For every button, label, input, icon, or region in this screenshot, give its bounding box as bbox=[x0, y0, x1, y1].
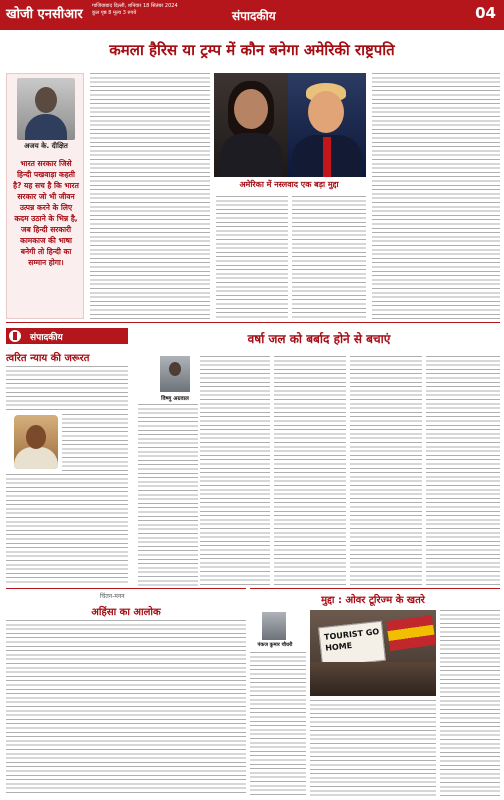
tourism-text-col-2 bbox=[310, 700, 436, 796]
editorial-text-top bbox=[6, 366, 128, 412]
editorial-divider bbox=[6, 588, 246, 589]
main-story-subhead: अमेरिका में नस्लवाद एक बड़ा मुद्दा bbox=[239, 180, 339, 189]
page-number: 04 bbox=[475, 4, 496, 22]
masthead-meta bbox=[92, 3, 252, 17]
varsha-text-col-4 bbox=[426, 356, 500, 586]
columnist-photo bbox=[17, 78, 75, 140]
main-story-col-3 bbox=[292, 196, 366, 318]
overtourism-headline: मुद्दा : ओवर टूरिज्म के खतरे bbox=[321, 595, 425, 606]
main-story-col-4 bbox=[372, 73, 500, 319]
tourism-text-col-1 bbox=[250, 652, 306, 796]
protest-sign: TOURIST GO HOME bbox=[318, 621, 386, 667]
president-photo bbox=[14, 415, 58, 469]
editorial-title: त्वरित न्याय की जरूरत bbox=[6, 353, 90, 364]
columnist-name: अजय के. दीक्षित bbox=[24, 142, 68, 150]
columnist-box bbox=[6, 73, 84, 319]
masthead bbox=[0, 0, 504, 30]
masthead-price: कुल पृष्ठ 8 मूल्य 3 रुपये bbox=[92, 10, 137, 16]
ahinsa-title: अहिंसा का आलोक bbox=[91, 607, 161, 618]
masthead-date: गाजियाबाद दिल्ली, शनिवार 18 सितंबर 2024 bbox=[92, 3, 178, 9]
ahinsa-text bbox=[6, 620, 246, 796]
tourist-protest-photo bbox=[310, 610, 436, 696]
pen-icon bbox=[9, 330, 21, 342]
varsha-text-col-3 bbox=[350, 356, 422, 586]
tourism-author-name: पंकज कुमार चौधरी bbox=[257, 642, 293, 648]
columnist-quote: भारत सरकार जिसे हिन्दी पखवाड़ा कहती है? यह सच है कि भारत सरकार जो भी जीवन उत्पन्न करने के लिए कदम उठाने के भिन्न है, जब हिन्दी सरकारी कामकाज की भाषा बनेगी तो हिन्दी का सम्मान होगा। bbox=[13, 159, 79, 267]
varsha-text-col-1 bbox=[200, 356, 270, 586]
section-divider bbox=[6, 322, 500, 323]
section-title: संपादकीय bbox=[232, 9, 276, 23]
newspaper-logo: खोजी एनसीआर bbox=[6, 7, 83, 22]
tourism-text-col-3 bbox=[440, 610, 500, 796]
donald-trump-photo bbox=[288, 73, 366, 177]
editorial-text-side bbox=[62, 414, 128, 472]
main-headline: कमला हैरिस या ट्रम्प में कौन बनेगा अमेरिकी राष्ट्रपति bbox=[109, 41, 395, 59]
editorial-tag: संपादकीय bbox=[6, 328, 128, 344]
tourism-author-photo bbox=[262, 612, 286, 640]
varsha-jal-headline: वर्षा जल को बर्बाद होने से बचाएं bbox=[247, 332, 391, 346]
varsha-text-col-2 bbox=[274, 356, 346, 586]
varsha-text-col-1b bbox=[138, 404, 198, 586]
spain-flag bbox=[386, 615, 436, 651]
tourism-divider bbox=[250, 588, 500, 589]
editorial-text-bottom bbox=[6, 474, 128, 586]
main-story-col-1 bbox=[90, 73, 210, 319]
varsha-author-photo bbox=[160, 356, 190, 392]
varsha-author-name: विष्णु अग्रवाल bbox=[161, 396, 189, 402]
chintan-manan-tag: चिंतन-मनन bbox=[100, 593, 125, 600]
main-story-col-2 bbox=[216, 196, 288, 318]
kamala-harris-photo bbox=[214, 73, 288, 177]
